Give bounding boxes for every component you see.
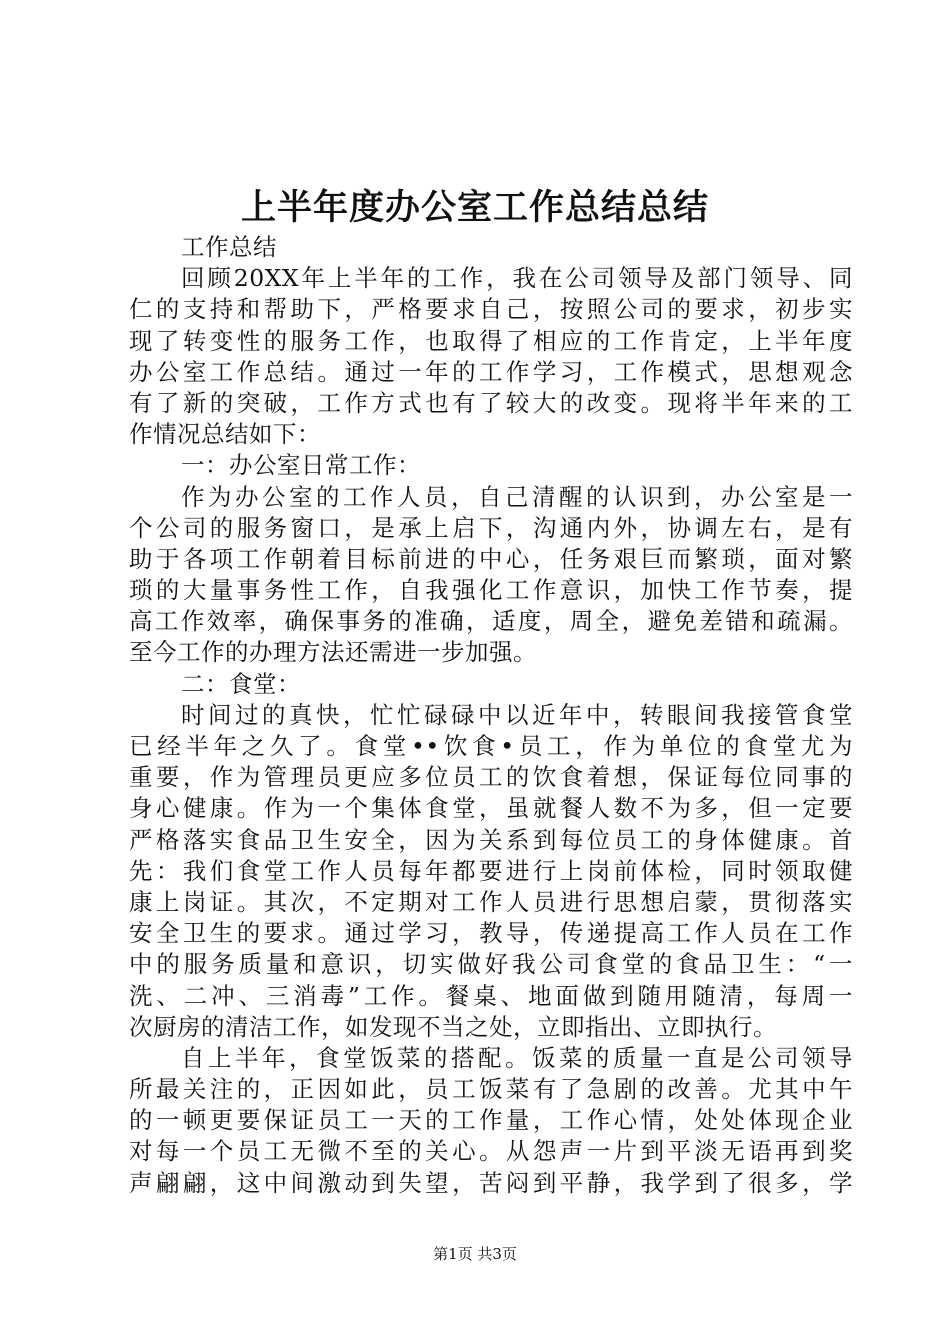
body-line: 严格落实食品卫生安全，因为关系到每位员工的身体健康。首: [129, 825, 853, 854]
body-line: 作情况总结如下：: [129, 420, 321, 449]
body-line: 洗、二冲、三消毒”工作。餐桌、地面做到随用随清，每周一: [129, 981, 853, 1010]
body-line: 声翩翩，这中间激动到失望，苦闷到平静，我学到了很多，学: [129, 1168, 853, 1197]
body-line: 作为办公室的工作人员，自己清醒的认识到，办公室是一: [181, 482, 853, 511]
page-footer: 第1页 共3页: [433, 1245, 517, 1263]
body-line: 琐的大量事务性工作，自我强化工作意识，加快工作节奏，提: [129, 576, 853, 605]
body-line: 所最关注的，正因如此，员工饭菜有了急剧的改善。尤其中午: [129, 1075, 853, 1104]
body-line: 助于各项工作朝着目标前进的中心，任务艰巨而繁琐，面对繁: [129, 544, 853, 573]
document-title: 上半年度办公室工作总结总结: [240, 187, 709, 228]
body-line: 自上半年，食堂饭菜的搭配。饭菜的质量一直是公司领导: [181, 1043, 853, 1072]
document-body: [129, 232, 853, 1199]
body-line: 时间过的真快，忙忙碌碌中以近年中，转眼间我接管食堂: [181, 700, 853, 729]
body-line: 已经半年之久了。食堂••饮食•员工，作为单位的食堂尤为: [129, 732, 853, 760]
body-line: 中的服务质量和意识，切实做好我公司食堂的食品卫生：“一: [129, 950, 853, 979]
body-line: 高工作效率，确保事务的准确，适度，周全，避免差错和疏漏。: [129, 607, 853, 636]
body-line: 个公司的服务窗口，是承上启下，沟通内外，协调左右，是有: [129, 513, 853, 542]
body-line: 工作总结: [181, 233, 277, 261]
body-line: 仁的支持和帮助下，严格要求自己，按照公司的要求，初步实: [129, 295, 853, 324]
body-line: 对每一个员工无微不至的关心。从怨声一片到平淡无语再到奖: [129, 1137, 853, 1166]
body-line: 安全卫生的要求。通过学习，教导，传递提高工作人员在工作: [129, 919, 853, 948]
body-line: 至今工作的办理方法还需进一步加强。: [129, 638, 537, 667]
body-line: 先：我们食堂工作人员每年都要进行上岗前体检，同时领取健: [129, 856, 853, 885]
body-line: 有了新的突破，工作方式也有了较大的改变。现将半年来的工: [129, 388, 853, 417]
body-line: 一：办公室日常工作：: [181, 451, 421, 480]
body-line: 次厨房的清洁工作，如发现不当之处，立即指出、立即执行。: [129, 1012, 777, 1041]
body-line: 康上岗证。其次，不定期对工作人员进行思想启蒙，贯彻落实: [129, 887, 853, 916]
body-line: 回顾20XX年上半年的工作，我在公司领导及部门领导、同: [181, 264, 853, 293]
body-line: 现了转变性的服务工作，也取得了相应的工作肯定，上半年度: [129, 326, 853, 355]
body-line: 重要，作为管理员更应多位员工的饮食着想，保证每位同事的: [129, 763, 853, 792]
body-line: 的一顿更要保证员工一天的工作量，工作心情，处处体现企业: [129, 1106, 853, 1135]
body-line: 二：食堂：: [181, 669, 301, 698]
body-line: 办公室工作总结。通过一年的工作学习，工作模式，思想观念: [129, 357, 853, 386]
body-line: 身心健康。作为一个集体食堂，虽就餐人数不为多，但一定要: [129, 794, 853, 823]
